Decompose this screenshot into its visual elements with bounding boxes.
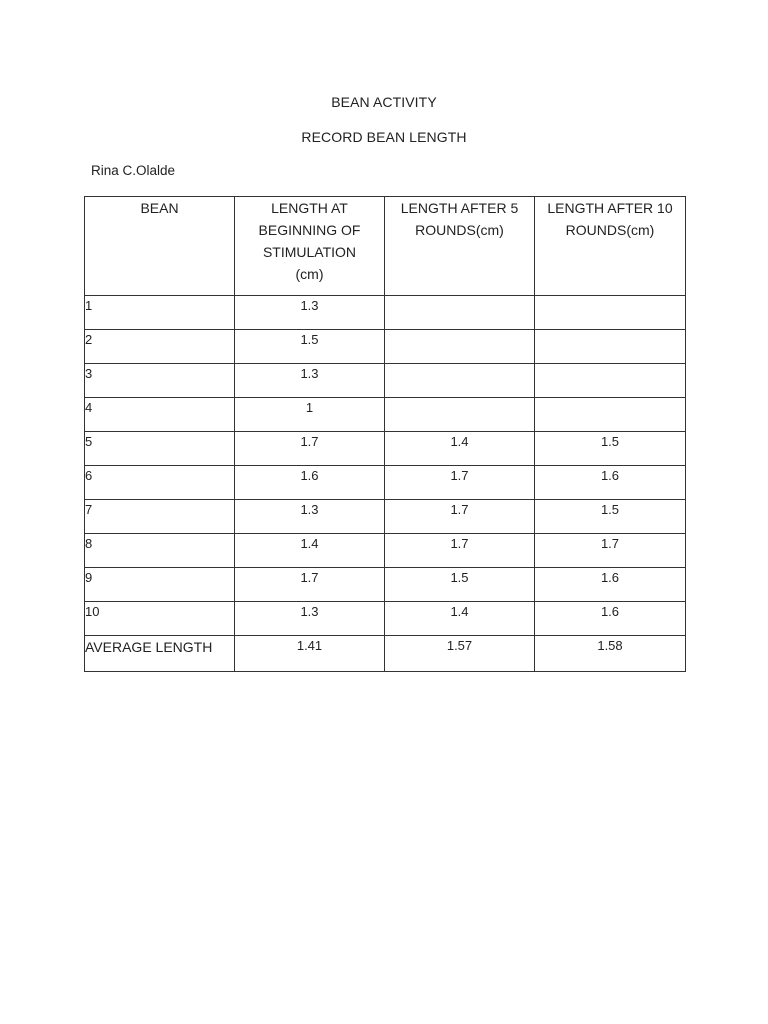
length-after-10: 1.5 (535, 500, 686, 534)
length-beginning: 1 (235, 398, 385, 432)
length-after-10 (535, 330, 686, 364)
length-beginning: 1.3 (235, 602, 385, 636)
length-beginning: 1.3 (235, 296, 385, 330)
table-row (85, 466, 686, 500)
length-after-5 (385, 398, 535, 432)
length-after-10: 1.6 (535, 602, 686, 636)
average-beginning: 1.41 (235, 636, 385, 672)
length-after-10 (535, 398, 686, 432)
length-after-10 (535, 296, 686, 330)
bean-number: 1 (85, 296, 235, 330)
length-after-10 (535, 364, 686, 398)
length-after-5: 1.5 (385, 568, 535, 602)
bean-number: 9 (85, 568, 235, 602)
table-row (85, 500, 686, 534)
average-after-5: 1.57 (385, 636, 535, 672)
length-beginning: 1.7 (235, 432, 385, 466)
table-row (85, 364, 686, 398)
table-row (85, 602, 686, 636)
length-after-5 (385, 296, 535, 330)
table-row (85, 398, 686, 432)
length-after-5 (385, 330, 535, 364)
length-after-5: 1.4 (385, 602, 535, 636)
bean-number: 3 (85, 364, 235, 398)
length-after-10: 1.7 (535, 534, 686, 568)
table-row (85, 568, 686, 602)
length-beginning: 1.3 (235, 500, 385, 534)
length-after-5: 1.4 (385, 432, 535, 466)
header-length-after-10: LENGTH AFTER 10 ROUNDS(cm) (535, 197, 686, 296)
length-after-5: 1.7 (385, 466, 535, 500)
header-length-beginning: LENGTH AT BEGINNING OF STIMULATION (cm) (235, 197, 385, 296)
length-beginning: 1.3 (235, 364, 385, 398)
document-title: BEAN ACTIVITY (331, 94, 437, 110)
bean-number: 6 (85, 466, 235, 500)
length-after-5 (385, 364, 535, 398)
length-after-10: 1.5 (535, 432, 686, 466)
average-after-10: 1.58 (535, 636, 686, 672)
table-header-row (85, 197, 686, 296)
bean-length-table (84, 196, 686, 672)
header-bean: BEAN (85, 197, 235, 296)
table-row (85, 432, 686, 466)
length-after-10: 1.6 (535, 568, 686, 602)
average-label: AVERAGE LENGTH (85, 636, 235, 672)
table-row (85, 534, 686, 568)
header-length-after-5: LENGTH AFTER 5 ROUNDS(cm) (385, 197, 535, 296)
bean-number: 2 (85, 330, 235, 364)
bean-number: 8 (85, 534, 235, 568)
length-beginning: 1.5 (235, 330, 385, 364)
length-beginning: 1.4 (235, 534, 385, 568)
length-beginning: 1.7 (235, 568, 385, 602)
bean-number: 10 (85, 602, 235, 636)
document-subtitle: RECORD BEAN LENGTH (301, 129, 467, 145)
length-beginning: 1.6 (235, 466, 385, 500)
bean-number: 7 (85, 500, 235, 534)
author-name: Rina C.Olalde (91, 163, 176, 178)
average-row (85, 636, 686, 672)
length-after-5: 1.7 (385, 534, 535, 568)
bean-number: 4 (85, 398, 235, 432)
length-after-5: 1.7 (385, 500, 535, 534)
bean-number: 5 (85, 432, 235, 466)
table-row (85, 296, 686, 330)
length-after-10: 1.6 (535, 466, 686, 500)
table-row (85, 330, 686, 364)
